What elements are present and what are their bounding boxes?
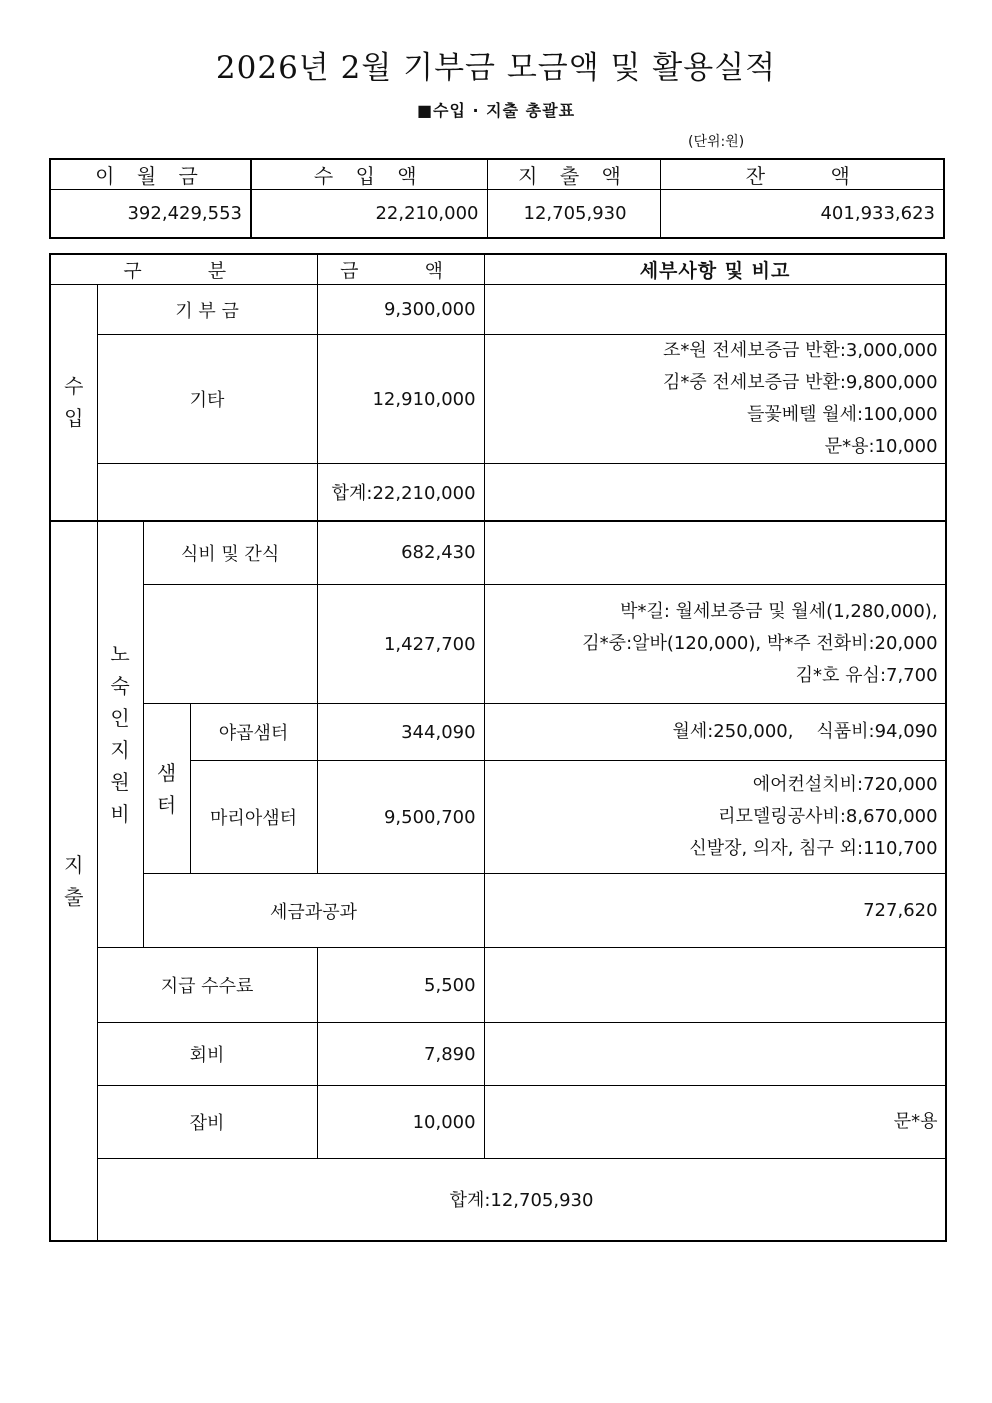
income-donation-item: 기 부 금 bbox=[97, 285, 317, 335]
income-donation-amount: 9,300,000 bbox=[317, 285, 484, 335]
expense-jacob-item: 야곱샘터 bbox=[190, 704, 317, 761]
expense-total: 합계:12,705,930 bbox=[97, 1159, 946, 1241]
summary-value-expense: 12,705,930 bbox=[487, 190, 660, 239]
summary-table bbox=[49, 158, 945, 239]
income-other-item: 기타 bbox=[97, 335, 317, 464]
income-total-blank bbox=[97, 464, 317, 521]
summary-header-balance: 잔 액 bbox=[660, 159, 944, 190]
expense-food-notes bbox=[484, 521, 946, 585]
summary-header-expense: 지 출 액 bbox=[487, 159, 660, 190]
income-total-notes bbox=[484, 464, 946, 521]
detail-table bbox=[49, 253, 947, 1242]
expense-support-item bbox=[143, 585, 317, 704]
unit-label: (단위:원) bbox=[688, 134, 745, 150]
summary-header-income: 수 입 액 bbox=[251, 159, 487, 190]
header-category: 구 분 bbox=[50, 254, 317, 285]
expense-support-amount: 1,427,700 bbox=[317, 585, 484, 704]
expense-fee-notes bbox=[484, 948, 946, 1023]
summary-value-balance: 401,933,623 bbox=[660, 190, 944, 239]
expense-section-label: 지 출 bbox=[50, 521, 97, 1241]
summary-header-carryover: 이 월 금 bbox=[50, 159, 251, 190]
expense-fee-amount: 5,500 bbox=[317, 948, 484, 1023]
summary-value-income: 22,210,000 bbox=[251, 190, 487, 239]
summary-value-carryover: 392,429,553 bbox=[50, 190, 251, 239]
homeless-support-label: 노 숙 인 지 원 비 bbox=[97, 521, 143, 948]
expense-misc-item: 잡비 bbox=[97, 1086, 317, 1159]
expense-dues-item: 회비 bbox=[97, 1023, 317, 1086]
expense-food-item: 식비 및 간식 bbox=[143, 521, 317, 585]
expense-maria-amount: 9,500,700 bbox=[317, 761, 484, 874]
expense-tax-item: 세금과공과 bbox=[143, 874, 484, 948]
page-title: 2026년 2월 기부금 모금액 및 활용실적 bbox=[215, 50, 777, 86]
expense-maria-item: 마리아샘터 bbox=[190, 761, 317, 874]
expense-support-notes: 박*길: 월세보증금 및 월세(1,280,000), 김*중:알바(120,000), 박*주 전화비:20,000 김*호 유심:7,700 bbox=[484, 585, 946, 704]
income-donation-notes bbox=[484, 285, 946, 335]
subtitle: ■수입 · 지출 총괄표 bbox=[416, 101, 576, 120]
expense-food-amount: 682,430 bbox=[317, 521, 484, 585]
income-other-amount: 12,910,000 bbox=[317, 335, 484, 464]
header-amount: 금 액 bbox=[317, 254, 484, 285]
income-total: 합계:22,210,000 bbox=[317, 464, 484, 521]
expense-misc-amount: 10,000 bbox=[317, 1086, 484, 1159]
expense-maria-notes: 에어컨설치비:720,000 리모델링공사비:8,670,000 신발장, 의자, 침구 외:110,700 bbox=[484, 761, 946, 874]
expense-misc-notes: 문*용 bbox=[484, 1086, 946, 1159]
income-section-label: 수 입 bbox=[50, 285, 97, 521]
expense-tax-amount: 727,620 bbox=[484, 874, 946, 948]
expense-dues-notes bbox=[484, 1023, 946, 1086]
expense-dues-amount: 7,890 bbox=[317, 1023, 484, 1086]
expense-jacob-amount: 344,090 bbox=[317, 704, 484, 761]
shelter-label: 샘 터 bbox=[143, 704, 190, 874]
expense-jacob-notes: 월세:250,000, 식품비:94,090 bbox=[484, 704, 946, 761]
expense-fee-item: 지급 수수료 bbox=[97, 948, 317, 1023]
income-other-notes: 조*원 전세보증금 반환:3,000,000 김*중 전세보증금 반환:9,800,000 들꽃베텔 월세:100,000 문*용:10,000 bbox=[484, 335, 946, 464]
header-notes: 세부사항 및 비고 bbox=[484, 254, 946, 285]
